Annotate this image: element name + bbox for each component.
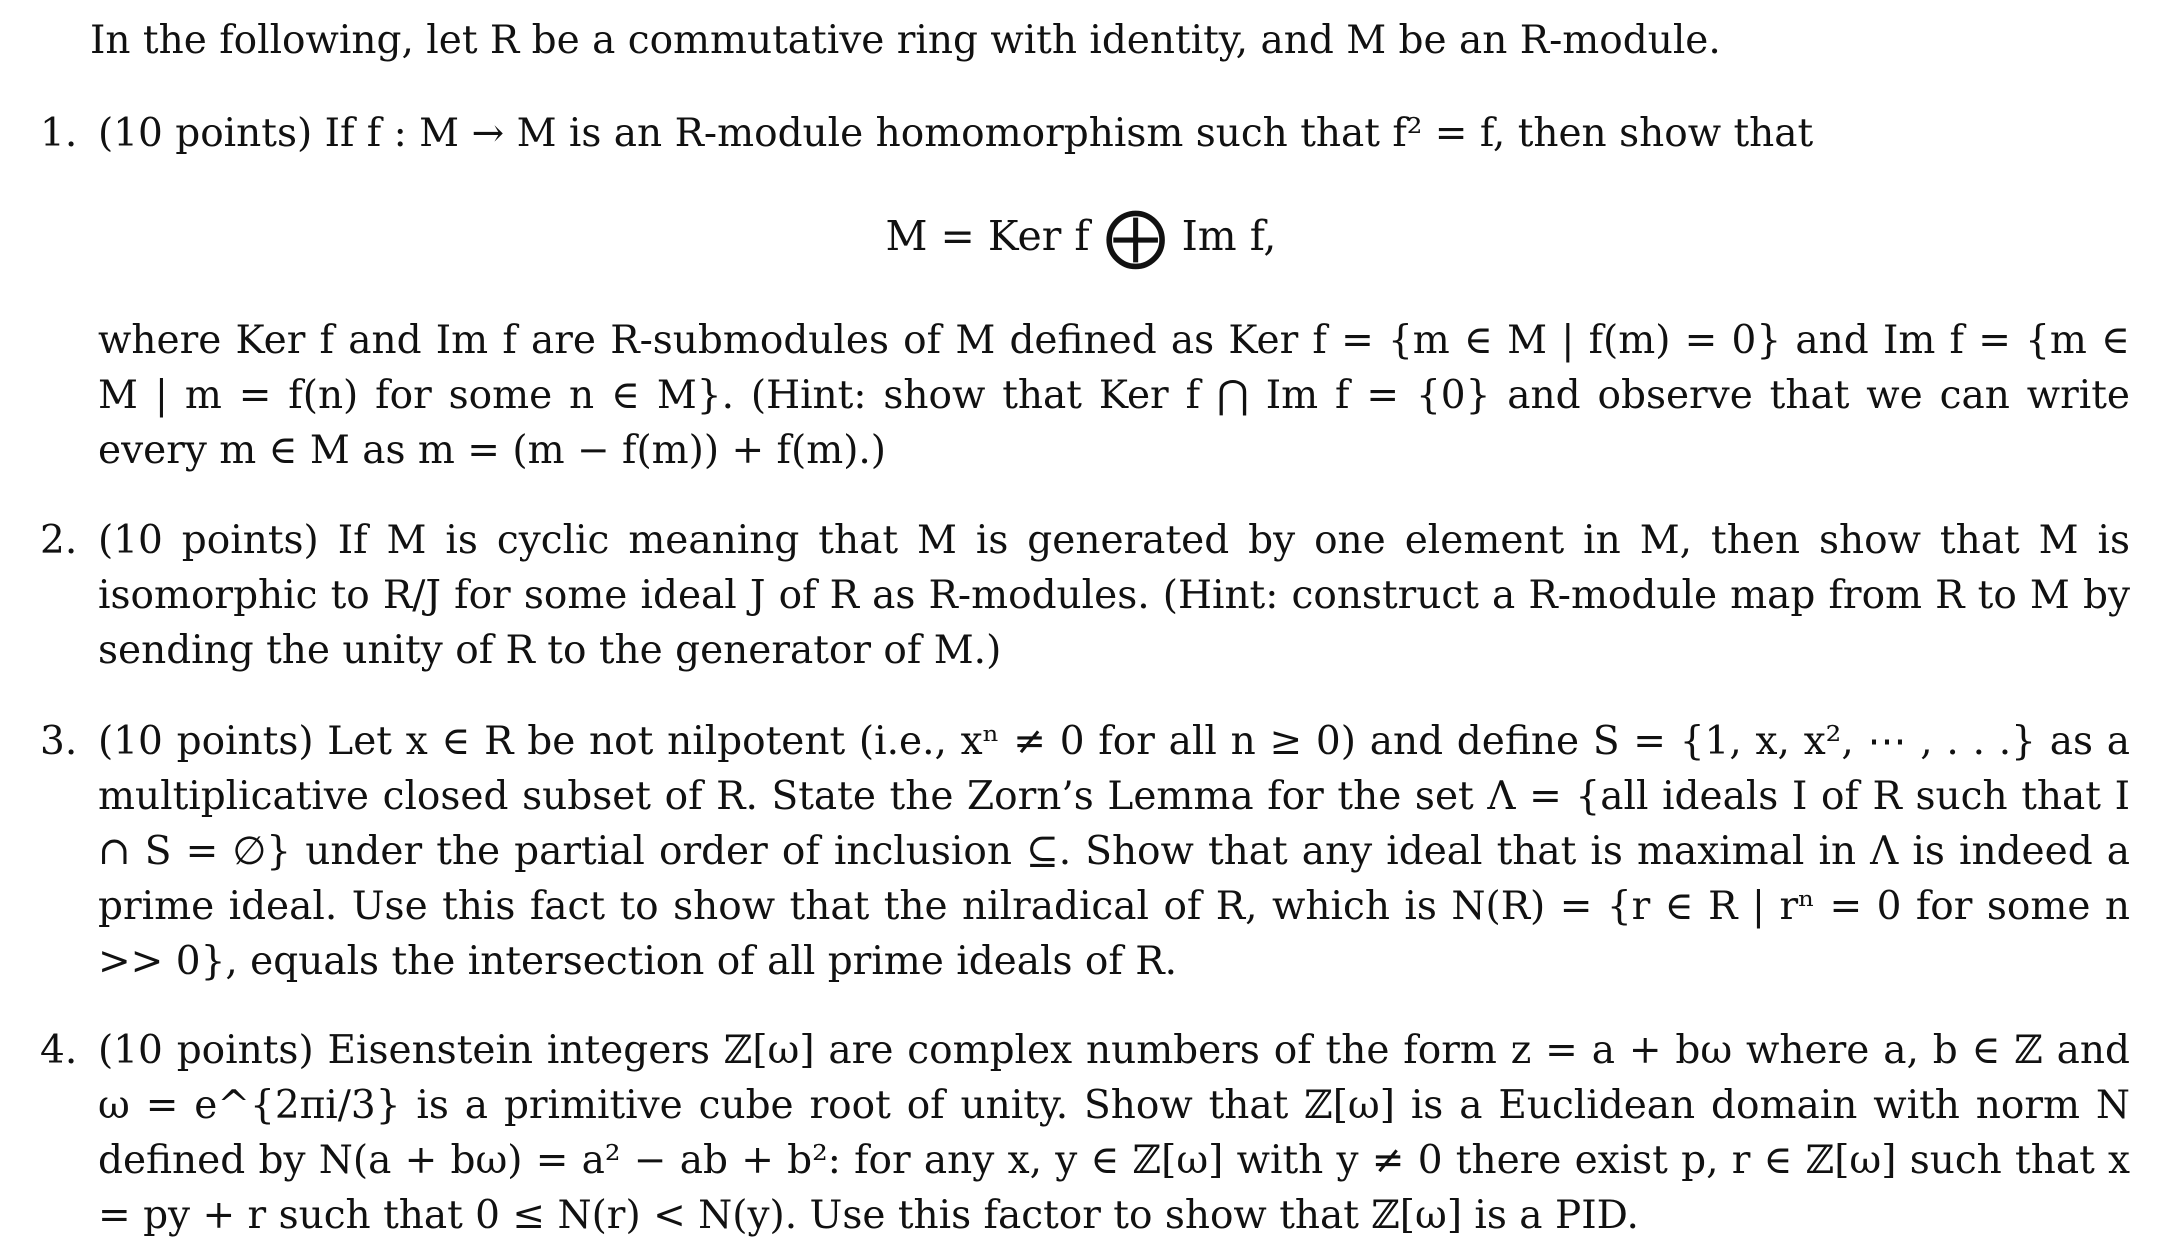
problem-1-lead: (10 points) If f : M → M is an R-module homomorphism such that f² = f, then show that bbox=[98, 111, 1814, 156]
problem-number: 1. bbox=[40, 111, 78, 156]
intro-paragraph: In the following, let R be a commutative ring with identity, and M be an R-module. bbox=[90, 18, 1721, 63]
problem-2 bbox=[40, 513, 2130, 678]
problem-1-text: where Ker f and Im f are R-submodules of M defined as Ker f = {m ∈ M | f(m) = 0} and Im f = {m ∈ M | m = f(n) for some n ∈ M}. (Hint: show that Ker f ⋂ Im f = {0} and observe that we can write every m ∈ M as m = (m − f(m)) + f(m).) bbox=[98, 318, 2130, 473]
problem-4-text: (10 points) Eisenstein integers ℤ[ω] are complex numbers of the form z = a + bω where a, b ∈ ℤ and ω = e^{2πi/3} is a primitive cube root of unity. Show that ℤ[ω] is a Euclidean domain with norm N defined by N(a + bω) = a² − ab + b²: for any x, y ∈ ℤ[ω] with y ≠ 0 there exist p, r ∈ ℤ[ω] such that x = py + r such that 0 ≤ N(r) < N(y). Use this factor to show that ℤ[ω] is a PID. bbox=[98, 1028, 2130, 1238]
problem-2-text: (10 points) If M is cyclic meaning that M is generated by one element in M, then show that M is isomorphic to R/J for some ideal J of R as R-modules. (Hint: construct a R-module map from R to M by sending the unity of R to the generator of M.) bbox=[98, 518, 2130, 673]
equation-left: M = Ker f bbox=[885, 212, 1090, 260]
problem-number: 4. bbox=[40, 1028, 78, 1073]
problem-3-text: (10 points) Let x ∈ R be not nilpotent (i.e., xⁿ ≠ 0 for all n ≥ 0) and define S = {1, x, x², ⋯ , . . .} as a multiplicative closed subset of R. State the Zorn’s Lemma for the set Λ = {all ideals I of R such that I ∩ S = ∅} under the partial order of inclusion ⊆. Show that any ideal that is maximal in Λ is indeed a prime ideal. Use this fact to show that the nilradical of R, which is N(R) = {r ∈ R | rⁿ = 0 for some n >> 0}, equals the intersection of all prime ideals of R. bbox=[98, 719, 2130, 984]
display-equation bbox=[0, 199, 2162, 272]
problem-4 bbox=[40, 1023, 2130, 1243]
problem-1 bbox=[40, 106, 2130, 161]
problem-number: 2. bbox=[40, 518, 78, 563]
problem-3 bbox=[40, 714, 2130, 989]
direct-sum-symbol: ⨁ bbox=[1104, 199, 1167, 272]
problem-1-body bbox=[40, 313, 2130, 478]
problem-number: 3. bbox=[40, 719, 78, 764]
equation-right: Im f, bbox=[1181, 212, 1277, 260]
